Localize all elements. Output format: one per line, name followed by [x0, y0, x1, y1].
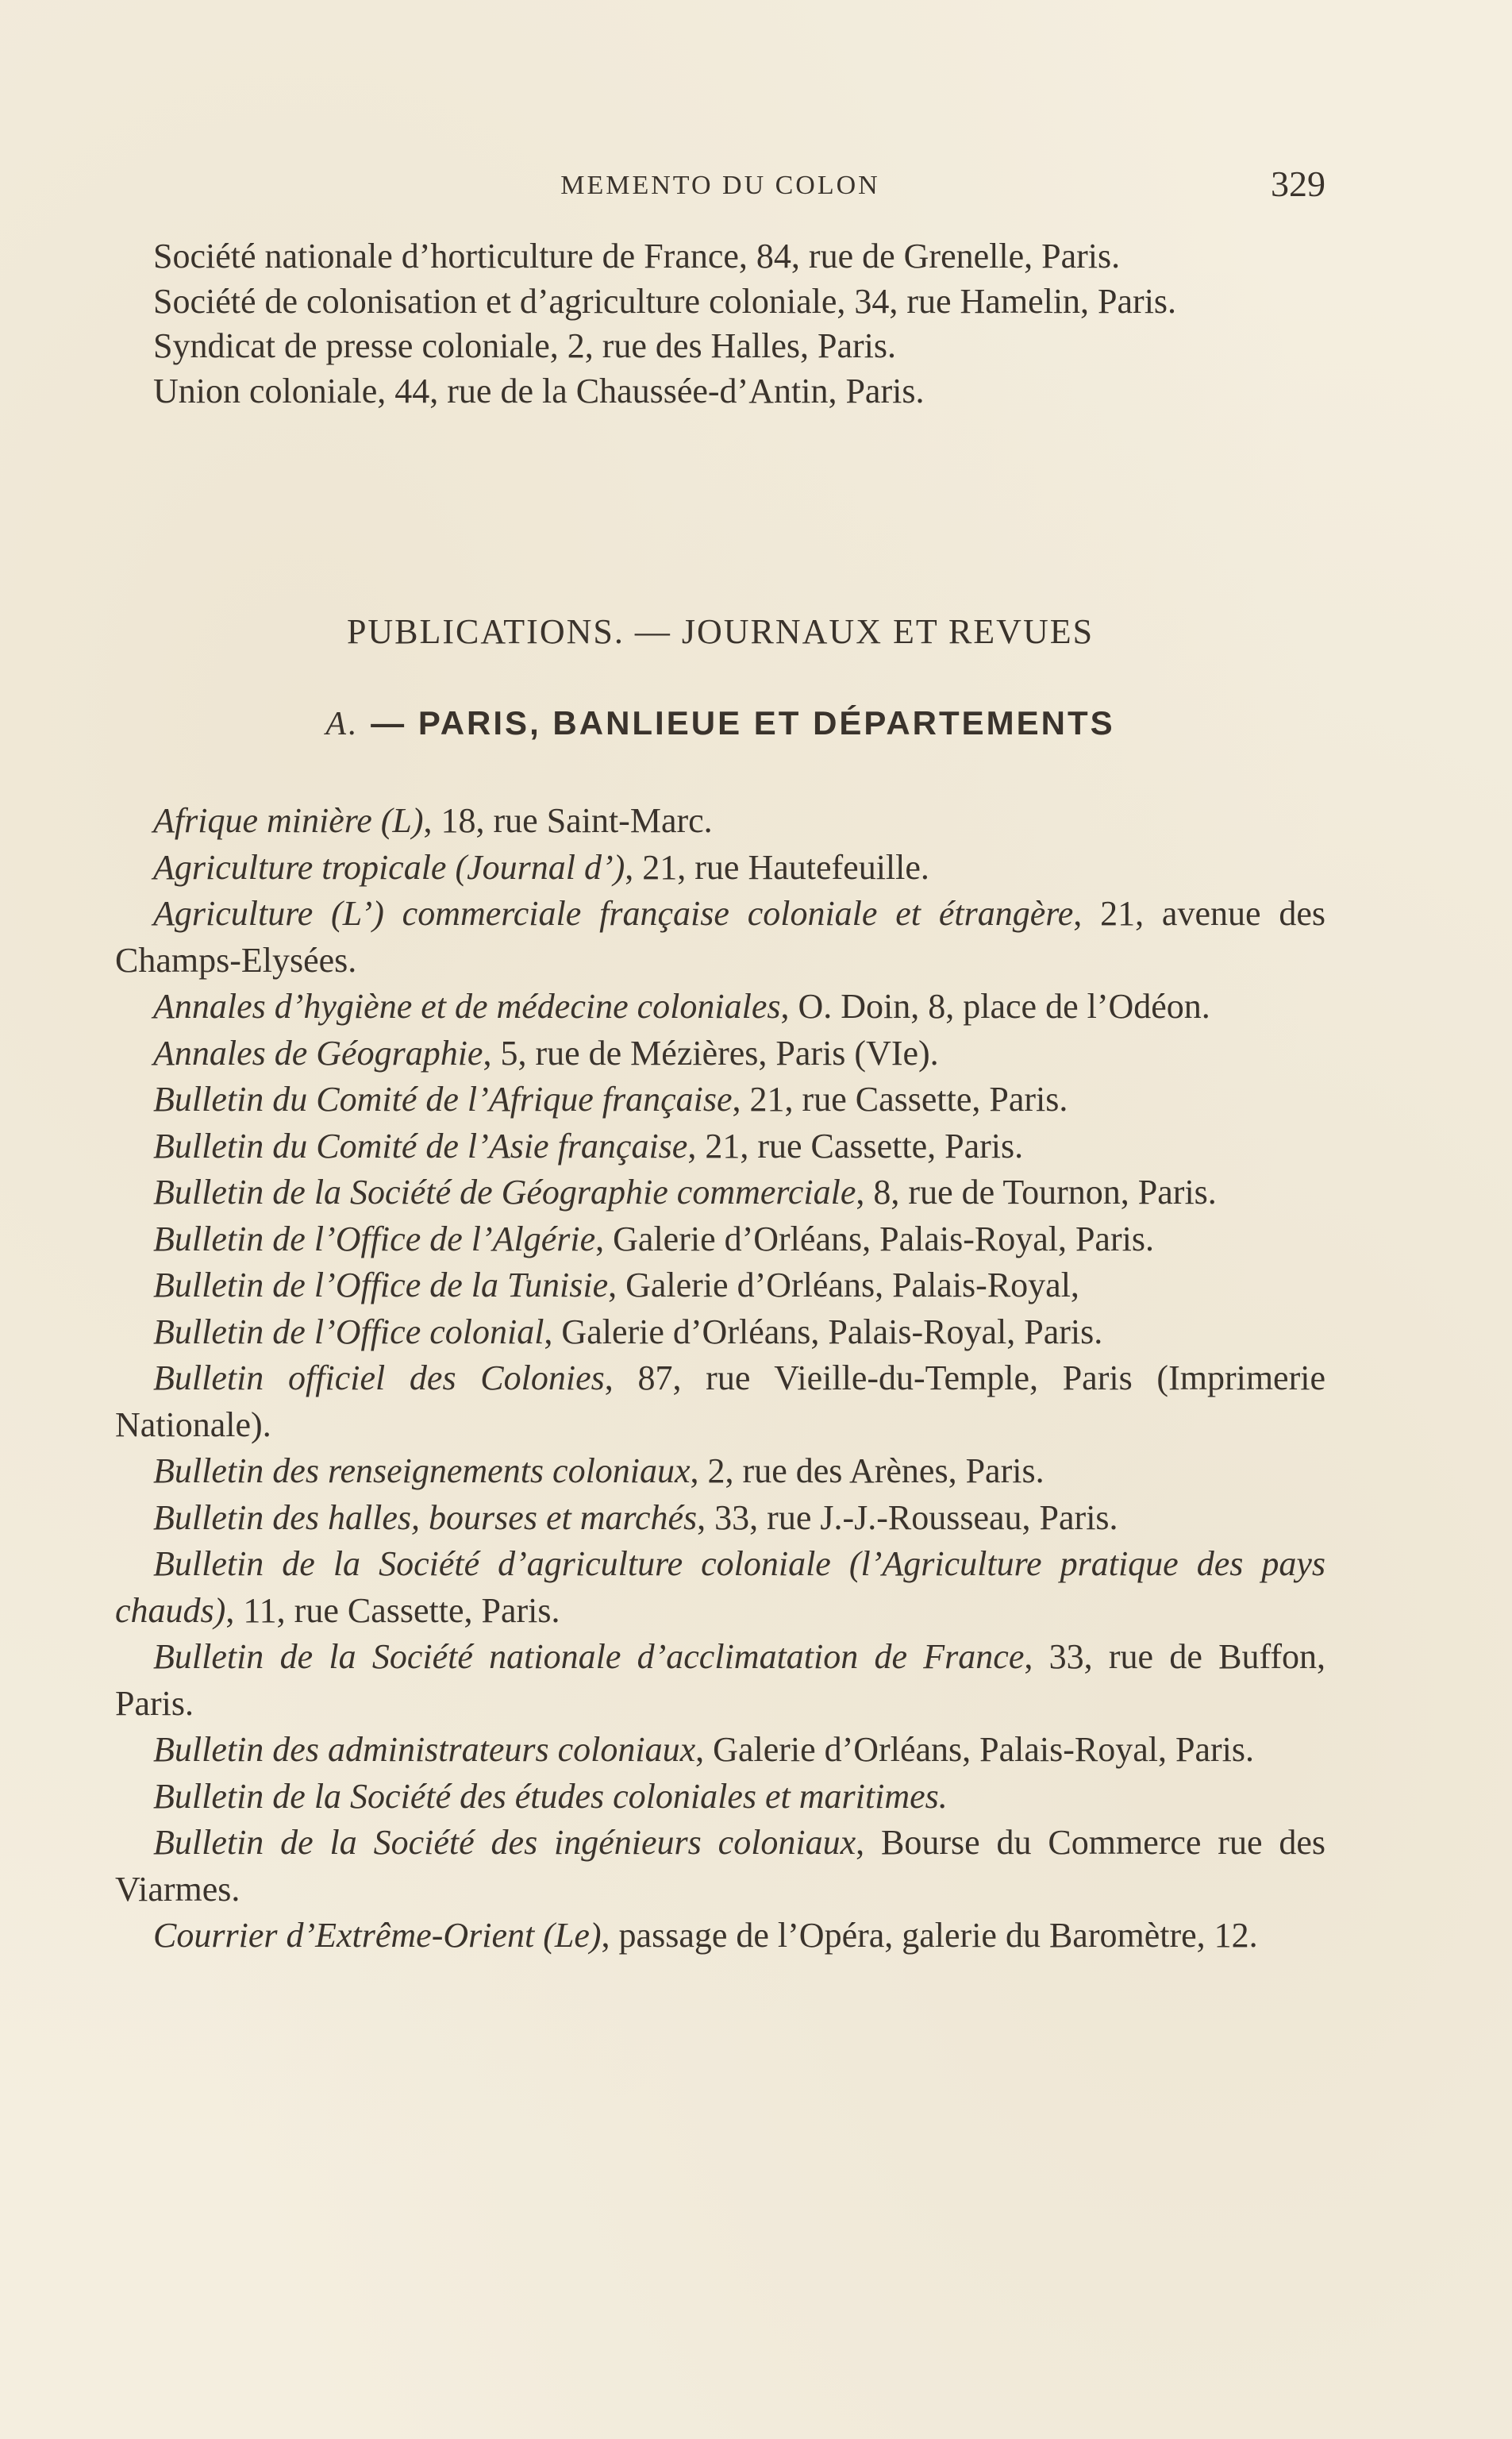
publication-entry [115, 1262, 1325, 1309]
publication-details: , 2, rue des Arènes, Paris. [690, 1451, 1045, 1490]
publication-title: Bulletin de la Société de Géographie commerciale [153, 1173, 856, 1212]
publication-details: , 21, rue Cassette, Paris. [732, 1080, 1068, 1119]
publication-title: Bulletin officiel des Colonies [153, 1358, 605, 1397]
society-entry: Union coloniale, 44, rue de la Chaussée-d’Antin, Paris. [153, 371, 925, 410]
publication-details: , 18, rue Saint-Marc. [423, 801, 713, 840]
running-head [115, 163, 1325, 210]
publication-details: , Galerie d’Orléans, Palais-Royal, Paris. [695, 1730, 1254, 1769]
publication-title: Annales d’hygiène et de médecine coloniales [153, 987, 781, 1026]
section-a-heading [115, 704, 1325, 743]
publication-details: , 8, rue de Tournon, Paris. [856, 1173, 1217, 1212]
publication-title: Bulletin des administrateurs coloniaux [153, 1730, 696, 1769]
publications-heading: PUBLICATIONS. — JOURNAUX ET REVUES [346, 612, 1095, 651]
section-a-title: — PARIS, BANLIEUE ET DÉPARTEMENTS [359, 704, 1115, 742]
publication-title: Bulletin des halles, bourses et marchés [153, 1497, 698, 1537]
publication-details: , 21, rue Cassette, Paris. [687, 1126, 1024, 1166]
publication-entry [115, 1123, 1325, 1170]
publication-title: Bulletin de l’Office colonial [153, 1312, 544, 1351]
publication-details: , Galerie d’Orléans, Palais-Royal, [608, 1266, 1079, 1304]
publication-details: , 33, rue de Buffon, Paris. [115, 1637, 1325, 1723]
publication-title: Agriculture (L’) commerciale française coloniale et étrangère [153, 894, 1074, 933]
running-title: MEMENTO DU COLON [560, 171, 880, 200]
publication-entry [115, 1309, 1325, 1356]
publication-entry [115, 1913, 1325, 1959]
societies-list [115, 234, 1325, 414]
publication-entry [115, 1495, 1325, 1542]
publications-list [115, 798, 1325, 1959]
publication-details: , 11, rue Cassette, Paris. [225, 1590, 560, 1630]
publication-details: , O. Doin, 8, place de l’Odéon. [780, 987, 1210, 1026]
publication-title: Bulletin de la Société nationale d’acclimatation de France [153, 1637, 1025, 1676]
publication-entry [115, 1634, 1325, 1727]
publication-title: Agriculture tropicale (Journal d’) [153, 847, 625, 887]
publication-entry [115, 1727, 1325, 1774]
society-entry: Syndicat de presse coloniale, 2, rue des Halles, Paris. [153, 326, 896, 365]
publication-entry [115, 1216, 1325, 1263]
publication-details: , 33, rue J.-J.-Rousseau, Paris. [697, 1497, 1118, 1537]
publication-title: Annales de Géographie [153, 1033, 483, 1073]
publication-details: , Bourse du Commerce rue des Viarmes. [115, 1823, 1325, 1909]
publication-entry [115, 1774, 1325, 1821]
publication-entry [115, 845, 1325, 892]
publication-details: , 87, rue Vieille-du-Temple, Paris (Imprimerie Nationale). [115, 1358, 1325, 1444]
publication-entry [115, 1031, 1325, 1077]
publication-entry [115, 891, 1325, 984]
page-number: 329 [1271, 164, 1325, 204]
publication-details: , Galerie d’Orléans, Palais-Royal, Paris. [595, 1219, 1154, 1258]
publication-entry [115, 1448, 1325, 1495]
publication-details: , 5, rue de Mézières, Paris (VIe). [483, 1033, 939, 1073]
publication-entry [115, 984, 1325, 1031]
publication-entry [115, 1077, 1325, 1123]
publication-details: , 21, rue Hautefeuille. [625, 847, 929, 887]
publication-title: Bulletin de la Société d’agriculture coloniale (l’Agriculture pratique des pays chauds) [115, 1544, 1325, 1630]
publication-title: Courrier d’Extrême-Orient (Le) [153, 1916, 602, 1955]
publication-title: Bulletin de la Société des ingénieurs coloniaux [153, 1823, 856, 1862]
publication-title: Bulletin du Comité de l’Asie française [153, 1126, 688, 1166]
society-entry: Société nationale d’horticulture de France, 84, rue de Grenelle, Paris. [153, 237, 1121, 275]
publication-details: , passage de l’Opéra, galerie du Baromètre, 12. [601, 1916, 1258, 1955]
publication-details: , 21, avenue des Champs-Elysées. [115, 894, 1325, 980]
publication-entry [115, 1541, 1325, 1634]
publication-title: Bulletin de l’Office de l’Algérie [153, 1219, 596, 1258]
society-entry: Société de colonisation et d’agriculture coloniale, 34, rue Hamelin, Paris. [153, 281, 1177, 321]
publication-title: Bulletin de la Société des études coloniales et maritimes. [153, 1776, 948, 1816]
publication-title: Bulletin de l’Office de la Tunisie [153, 1266, 609, 1304]
section-a-letter: A. [325, 706, 360, 742]
publication-title: Bulletin des renseignements coloniaux [153, 1451, 691, 1490]
publication-entry [115, 1355, 1325, 1448]
publication-details: , Galerie d’Orléans, Palais-Royal, Paris. [544, 1312, 1103, 1351]
publication-title: Afrique minière (L) [153, 801, 424, 840]
publication-entry [115, 1820, 1325, 1913]
publication-entry [115, 1169, 1325, 1216]
publication-entry [115, 798, 1325, 845]
publication-title: Bulletin du Comité de l’Afrique française [153, 1080, 733, 1119]
